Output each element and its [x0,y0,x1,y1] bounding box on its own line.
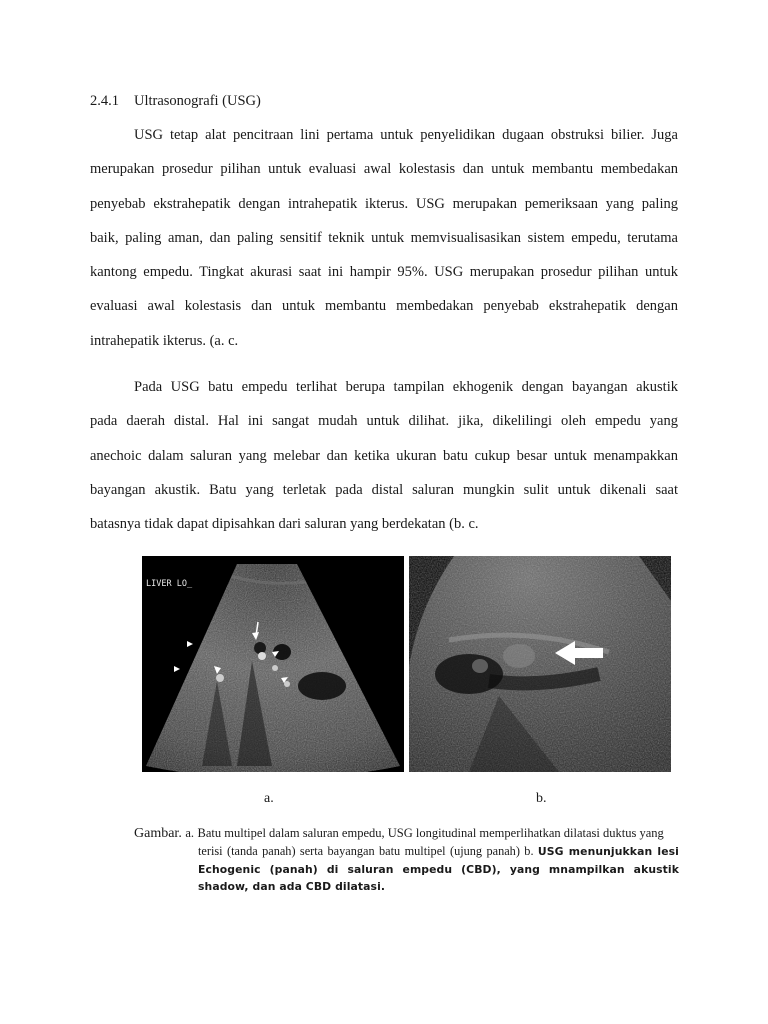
caption-line-1: Batu multipel dalam saluran empedu, USG longitudinal memperlihatkan dilatasi duktus yang [197,826,664,840]
caption-line-2-sans: USG menunjukkan lesi [537,845,679,858]
paragraph-line: kantong empedu. Tingkat akurasi saat ini hampir 95%. USG merupakan prosedur pilihan untuk [90,264,678,281]
paragraph-line: USG tetap alat pencitraan lini pertama untuk penyelidikan dugaan obstruksi bilier. Juga [134,127,678,143]
caption-line-3: Echogenic (panah) di saluran empedu (CBD), yang mnampilkan akustik [198,862,679,876]
figure-label-a: a. [264,791,274,806]
paragraph-2 [90,370,678,541]
paragraph-1 [90,118,678,358]
paragraph-line: bayangan akustik. Batu yang terletak pada distal saluran mungkin sulit untuk dikenali saat [90,481,678,498]
paragraph-line: penyebab ekstrahepatik dengan intrahepatik ikterus. USG merupakan pemeriksaan yang paling [90,195,678,212]
caption-lead [134,826,664,842]
figure-caption [198,843,679,896]
ultrasound-image-b [409,556,671,772]
section-title: Ultrasonografi (USG) [134,93,261,109]
section-heading [90,93,261,110]
caption-line-4: shadow, dan ada CBD dilatasi. [198,880,386,893]
paragraph-line: anechoic dalam saluran yang melebar dan ketika ukuran batu cukup besar untuk menampakkan [90,447,678,464]
caption-lead-sub: a. [185,826,195,840]
figure-label-b: b. [536,791,547,806]
section-number: 2.4.1 [90,93,119,109]
caption-line-2 [198,843,679,861]
paragraph-line: baik, paling aman, dan paling sensitif teknik untuk memvisualisasikan sistem empedu, terutama [90,229,678,246]
caption-lead-word: Gambar. [134,826,182,841]
caption-line-2-serif: terisi (tanda panah) serta bayangan batu multipel (ujung panah) b. [198,844,534,858]
paragraph-line: pada daerah distal. Hal ini sangat mudah untuk dilihat. jika, dikelilingi oleh empedu yang [90,413,678,430]
paragraph-line: merupakan prosedur pilihan untuk evaluasi awal kolestasis dan untuk membantu membedakan [90,161,678,178]
ultrasound-image-a [142,556,404,772]
ultrasound-label-text: LIVER LO_ [146,579,193,589]
paragraph-line: intrahepatik ikterus. (a. c. [90,332,239,349]
paragraph-line: evaluasi awal kolestasis dan untuk membantu membedakan penyebab ekstrahepatik dengan [90,298,678,315]
paragraph-line: batasnya tidak dapat dipisahkan dari saluran yang berdekatan (b. c. [90,516,479,533]
paragraph-line: Pada USG batu empedu terlihat berupa tampilan ekhogenik dengan bayangan akustik [134,379,678,395]
